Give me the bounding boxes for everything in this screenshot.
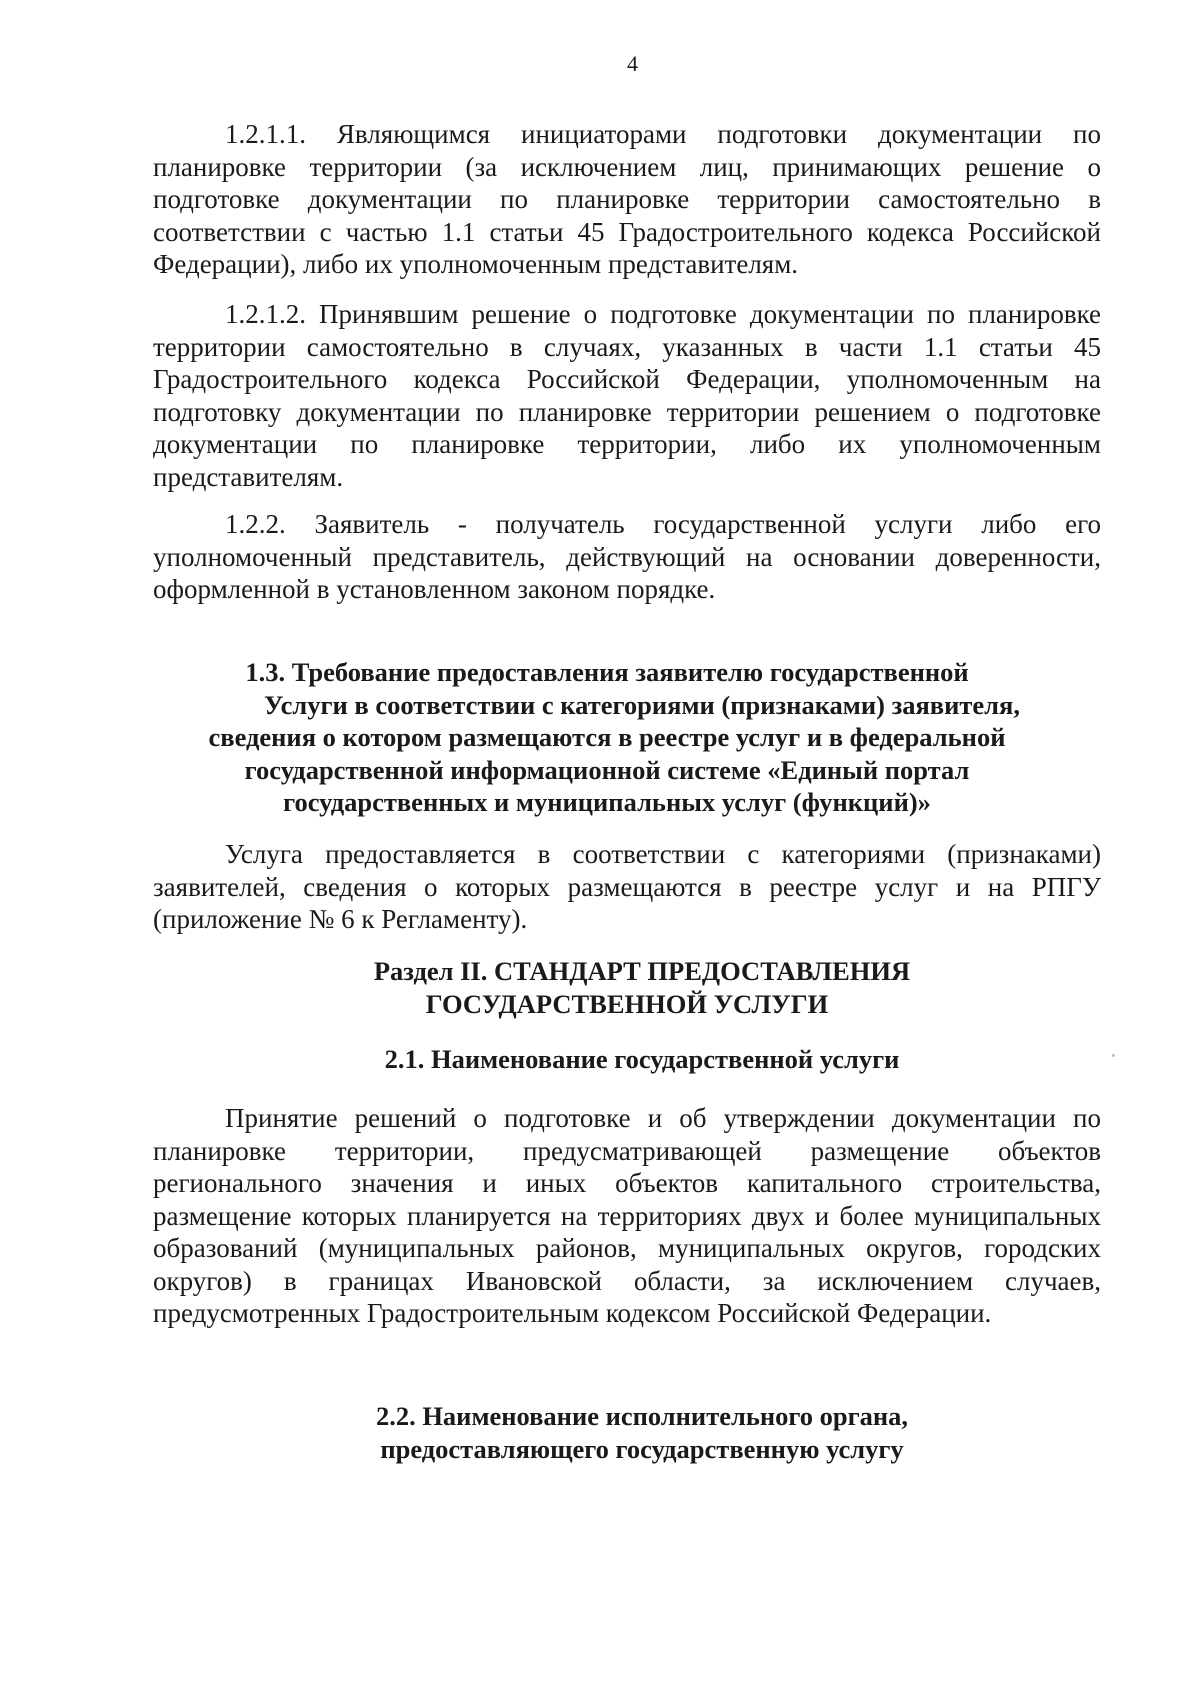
paragraph-1-2-1-1: 1.2.1.1. Являющимся инициаторами подготовки документации по планировке территории (за исключением лиц, принимающих решение о подготовке документации по планировке территории самостоятельно в соответствии с частью 1.1 статьи 45 Градостроительного кодекса Российской Федерации), либо их уполномоченным представителям. bbox=[153, 119, 1101, 279]
heading-1-3-line-2: Услуги в соответствии с категориями (признаками) заявителя, bbox=[263, 689, 1020, 720]
heading-2-1 bbox=[153, 1043, 1101, 1076]
scan-speck bbox=[1112, 1054, 1115, 1057]
paragraph-1-3-body: Услуга предоставляется в соответствии с категориями (признаками) заявителей, сведения о которых размещаются в реестре услуг и на РПГУ (приложение № 6 к Регламенту). bbox=[153, 839, 1101, 934]
heading-1-3 bbox=[153, 656, 1101, 819]
paragraph-1-2-2: 1.2.2. Заявитель - получатель государственной услуги либо его уполномоченный представитель, действующий на основании доверенности, оформленной в установленном законом порядке. bbox=[153, 509, 1101, 604]
page-number: 4 bbox=[627, 51, 638, 76]
heading-2-1-line: 2.1. Наименование государственной услуги bbox=[384, 1044, 900, 1074]
paragraph-1-2-1-2: 1.2.1.2. Принявшим решение о подготовке документации по планировке территории самостоятельно в случаях, указанных в части 1.1 статьи 45 Градостроительного кодекса Российской Федерации, уполномоченным на подготовку документации по планировке территории решением о подготовке документации по планировке территории, либо их уполномоченным представителям. bbox=[153, 299, 1101, 492]
heading-1-3-line-1: 1.3. Требование предоставления заявителю государственной bbox=[245, 657, 969, 687]
heading-1-3-line-5: государственных и муниципальных услуг (функций)» bbox=[283, 787, 931, 817]
heading-2-2 bbox=[153, 1400, 1101, 1465]
section-2-heading-line-2: ГОСУДАРСТВЕННОЙ УСЛУГИ bbox=[425, 988, 829, 1019]
heading-1-3-line-4: государственной информационной системе «Единый портал bbox=[244, 754, 970, 785]
heading-2-2-line-2: предоставляющего государственную услугу bbox=[380, 1433, 904, 1464]
section-2-heading bbox=[153, 955, 1101, 1020]
section-2-heading-line-1: Раздел II. СТАНДАРТ ПРЕДОСТАВЛЕНИЯ bbox=[373, 956, 911, 986]
heading-1-3-line-3: сведения о котором размещаются в реестре услуг и в федеральной bbox=[208, 722, 1006, 752]
heading-2-2-line-1: 2.2. Наименование исполнительного органа, bbox=[375, 1401, 909, 1431]
paragraph-2-1-body: Принятие решений о подготовке и об утверждении документации по планировке территории, предусматривающей размещение объектов регионального значения и иных объектов капитального строительства, размещение которых планируется на территориях двух и более муниципальных образований (муниципальных районов, муниципальных округов, городских округов) в границах Ивановской области, за исключением случаев, предусмотренных Градостроительным кодексом Российской Федерации. bbox=[153, 1103, 1101, 1328]
